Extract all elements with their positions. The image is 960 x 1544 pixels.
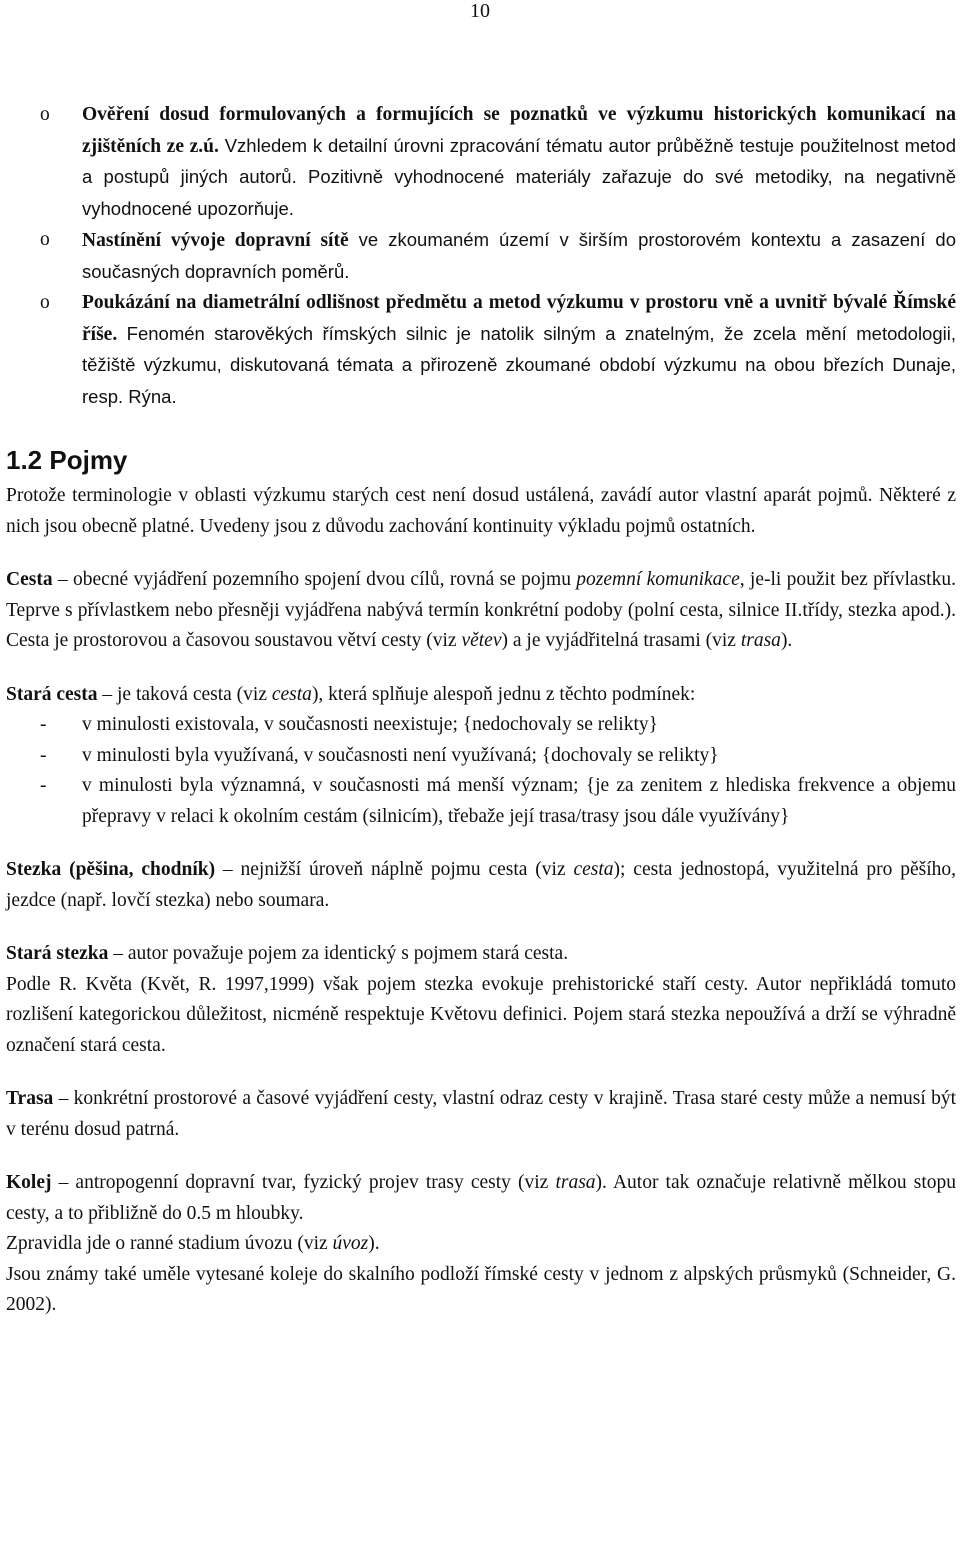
dash-marker: - — [40, 744, 47, 766]
stara-stezka-paragraph: Podle R. Květa (Květ, R. 1997,1999) však pojem stezka evokuje prehistorické staří cesty. Autor nepřikládá tomuto rozlišení kategorickou důležitost, nicméně respektuje Květovu definici. Pojem stará stezka nepoužívá a drží se výhradně označení stará cesta. — [6, 973, 956, 1056]
definition-text: ) a je vyjádřitelná trasami (viz — [501, 630, 741, 651]
definition-text: – nejnižší úroveň náplně pojmu cesta (viz — [215, 859, 574, 880]
definition-stara-stezka — [6, 939, 956, 970]
italic-reference: cesta — [271, 683, 312, 705]
list-item-text: v minulosti byla významná, v současnosti má menší význam; {je za zenitem z hlediska frekvence a objemu přepravy v relaci k okolním cestám (silnicím), třebaže její trasa/trasy jsou dále využívány} — [82, 775, 956, 827]
dash-marker: - — [40, 714, 47, 735]
section-heading: 1.2 Pojmy — [6, 445, 128, 475]
italic-reference: větev — [461, 630, 502, 651]
definition-text: – obecné vyjádření pozemního spojení dvou cílů, rovná se pojmu — [52, 569, 577, 590]
term-kolej: Kolej — [6, 1172, 52, 1193]
bullet-bold-text: Poukázání na diametrální odlišnost předmětu a metod výzkumu v prostoru vně a uvnitř bývalé Římské říše. — [82, 292, 956, 345]
term-stezka: Stezka (pěšina, chodník) — [6, 859, 216, 880]
goals-list — [6, 100, 956, 413]
definition-text: ). — [780, 630, 793, 651]
conditions-list — [6, 710, 956, 832]
definition-text: , je-li použit bez přívlastku. Teprve s přívlastkem nebo přesněji vyjádřena nabývá termín konkrétní podoby (polní cesta, silnice II.třídy, stezka apod.). Cesta je prostorovou a časovou soustavou větví cesty (viz — [6, 569, 956, 651]
term-trasa: Trasa — [6, 1088, 54, 1109]
section-intro: Protože terminologie v oblasti výzkumu starých cest není dosud ustálená, zavádí autor vlastní aparát pojmů. Některé z nich jsou obecně platné. Uvedeny jsou z důvodu zachování kontinuity výkladu pojmů ostatních. — [6, 485, 956, 537]
page-number: 10 — [470, 0, 490, 22]
italic-reference: úvoz — [332, 1233, 369, 1254]
italic-reference: cesta — [573, 859, 614, 880]
definition-text: – je taková cesta (viz — [97, 683, 272, 705]
definition-text: ). Autor tak označuje relativně mělkou stopu cesty, a to přibližně do 0.5 m hloubky. — [6, 1172, 957, 1224]
definition-trasa — [6, 1084, 956, 1145]
bullet-text: Vzhledem k detailní úrovni zpracování tématu autor průběžně testuje použitelnost metod a postupů jiných autorů. Pozitivně vyhodnocené materiály zařazuje do své metodiky, na negativně vyhodnocené upozorňuje. — [82, 134, 956, 219]
bullet-bold-text: Ověření dosud formulovaných a formujících se poznatků ve výzkumu historických komunikací na zjištěních ze z.ú. — [82, 104, 956, 157]
list-item-text: v minulosti existovala, v současnosti neexistuje; {nedochovaly se relikty} — [82, 714, 658, 735]
definition-kolej — [6, 1168, 956, 1229]
definition-text: ). — [368, 1233, 380, 1254]
list-item-text: v minulosti byla využívaná, v současnosti není využívaná; {dochovaly se relikty} — [82, 744, 719, 766]
definition-text: Zpravidla jde o ranné stadium úvozu (viz — [6, 1233, 333, 1254]
definition-stara-cesta — [6, 680, 956, 711]
page-content — [6, 100, 956, 1321]
italic-reference: trasa — [740, 630, 781, 651]
list-item — [6, 288, 956, 413]
list-item — [6, 225, 956, 288]
dash-marker: - — [40, 775, 47, 796]
definition-text: – antropogenní dopravní tvar, fyzický projev trasy cesty (viz — [51, 1172, 556, 1193]
bullet-marker: o — [40, 229, 50, 250]
list-item — [6, 100, 956, 225]
definition-stezka — [6, 855, 956, 916]
definition-text: ), která splňuje alespoň jednu z těchto podmínek: — [311, 683, 696, 705]
bullet-marker: o — [40, 104, 50, 125]
italic-reference: trasa — [555, 1172, 596, 1193]
term-cesta: Cesta — [6, 569, 53, 590]
definition-text: – konkrétní prostorové a časové vyjádření cesty, vlastní odraz cesty v krajině. Trasa staré cesty může a nemusí být v terénu dosud patrná. — [6, 1088, 956, 1140]
bullet-marker: o — [40, 292, 50, 313]
bullet-text: ve zkoumaném území v širším prostorovém kontextu a zasazení do současných dopravních poměrů. — [82, 229, 956, 282]
kolej-paragraph: Jsou známy také uměle vytesané koleje do skalního podloží římské cesty v jednom z alpských průsmyků (Schneider, G. 2002). — [6, 1263, 956, 1315]
list-item — [6, 741, 956, 772]
list-item — [6, 710, 956, 741]
bullet-bold-text: Nastínění vývoje dopravní sítě — [82, 230, 349, 251]
definition-text: – autor považuje pojem za identický s pojmem stará cesta. — [108, 943, 569, 964]
italic-reference: pozemní komunikace — [576, 569, 740, 590]
definition-text: ); cesta jednostopá, využitelná pro pěšího, jezdce (např. lovčí stezka) nebo soumara. — [6, 859, 956, 911]
list-item — [6, 771, 956, 832]
term-stara-stezka: Stará stezka — [6, 943, 109, 964]
definition-cesta — [6, 565, 956, 657]
bullet-text: Fenomén starověkých římských silnic je natolik silným a znatelným, že zcela mění metodologii, těžiště výzkumu, diskutovaná témata a přirozeně zkoumané období výzkumu na obou březích Dunaje, resp. Rýna. — [82, 322, 956, 407]
kolej-paragraph — [6, 1229, 956, 1260]
term-stara-cesta: Stará cesta — [6, 683, 98, 705]
